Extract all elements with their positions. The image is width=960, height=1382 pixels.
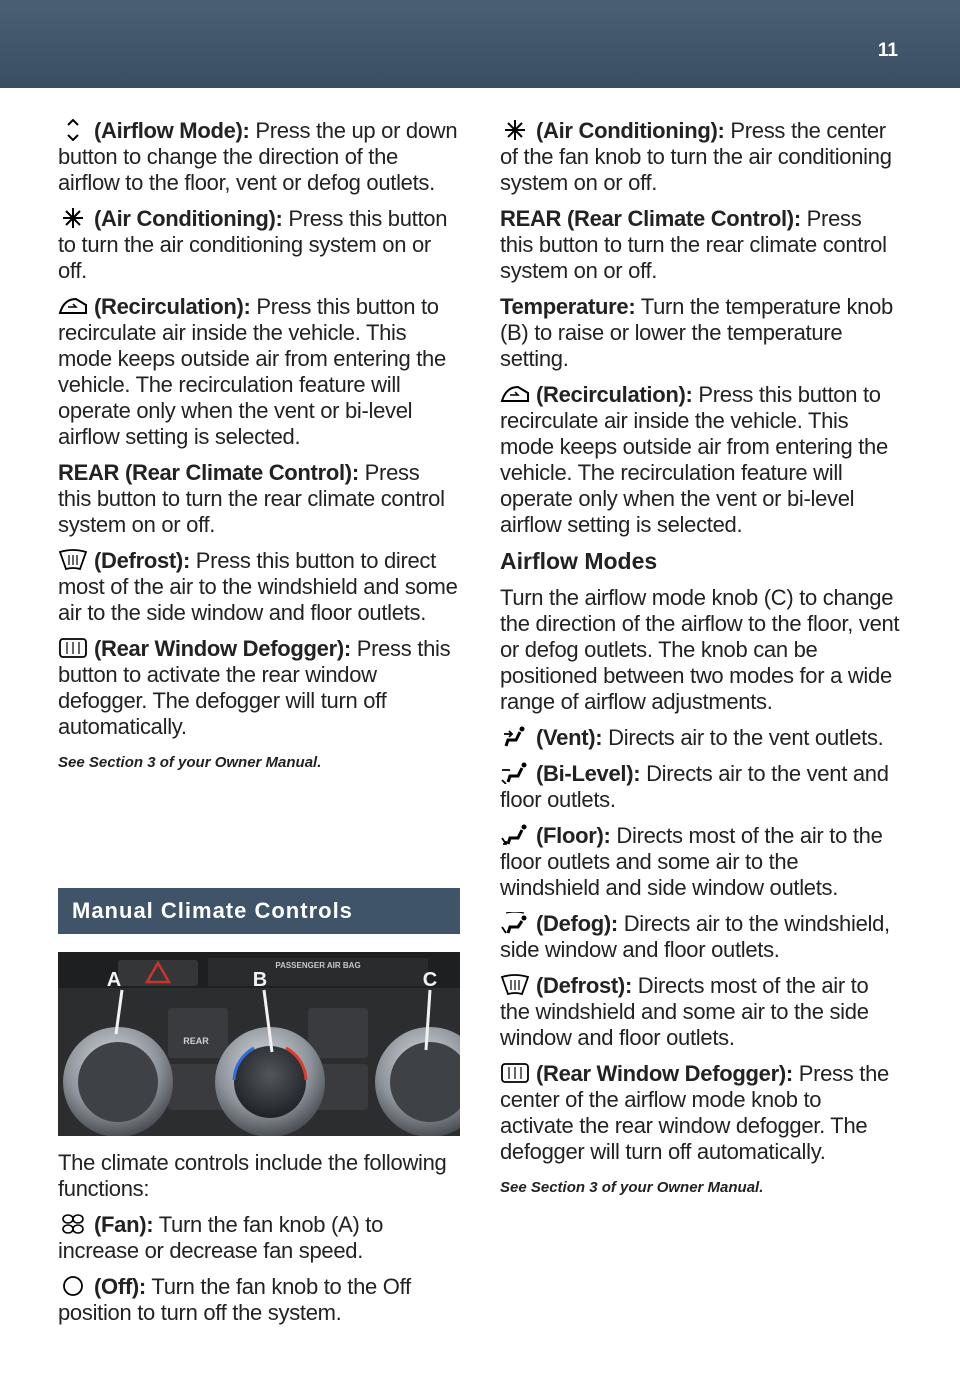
intro-paragraph: The climate controls include the following functions: [58,1150,447,1201]
label-b: B [252,969,268,991]
recirculation-icon [500,383,530,405]
owner-manual-note: See Section 3 of your Owner Manual. [500,1179,764,1196]
defog-paragraph: (Defog): Directs air to the windshield, side window and floor outlets. [500,911,890,962]
rear-climate-paragraph: REAR (Rear Climate Control): Press this button to turn the rear climate control system on or off. [500,206,887,283]
rear-defogger-icon [500,1062,530,1084]
defrost-paragraph: (Defrost): Directs most of the air to the windshield and some air to the side window and floor outlets. [500,973,869,1050]
off-icon [58,1275,88,1297]
fan-paragraph: (Fan): Turn the fan knob (A) to increase or decrease fan speed. [58,1212,384,1263]
air-conditioning-icon [500,119,530,141]
fan-icon [58,1213,88,1235]
bi-level-paragraph: (Bi-Level): Directs air to the vent and floor outlets. [500,761,889,812]
owner-manual-note: See Section 3 of your Owner Manual. [58,754,322,771]
airbag-label: PASSENGER AIR BAG [275,961,361,970]
vent-icon [500,726,530,748]
rear-defogger-paragraph: (Rear Window Defogger): Press this button to activate the rear window defogger. The defogger will turn off automatically. [58,636,451,739]
label-c: C [422,969,438,991]
airflow-mode-paragraph: (Airflow Mode): Press the up or down button to change the direction of the airflow to the floor, vent or defog outlets. [58,118,458,195]
recirculation-paragraph: (Recirculation): Press this button to recirculate air inside the vehicle. This mode keeps outside air from entering the vehicle. The recirculation feature will operate only when the vent or bi-level airflow setting is selected. [500,382,888,537]
rear-defogger-icon [58,637,88,659]
recirculation-paragraph: (Recirculation): Press this button to recirculate air inside the vehicle. This mode keeps outside air from entering the vehicle. The recirculation feature will operate only when the vent or bi-level airflow setting is selected. [58,294,446,449]
rear-climate-paragraph: REAR (Rear Climate Control): Press this button to turn the rear climate control system on or off. [58,460,445,537]
rear-button-label: REAR [183,1036,209,1046]
air-conditioning-icon [58,207,88,229]
recirculation-icon [58,295,88,317]
airflow-intro-paragraph: Turn the airflow mode knob (C) to change the direction of the airflow to the floor, vent or defog outlets. The knob can be positioned between two modes for a wide range of airflow adjustments. [500,585,900,714]
defog-icon [500,912,530,934]
label-a: A [106,969,122,991]
right-column [500,118,900,1196]
airflow-mode-icon [58,119,88,141]
temperature-paragraph: Temperature: Turn the temperature knob (B) to raise or lower the temperature setting. [500,294,893,371]
page-header [0,0,960,88]
off-paragraph: (Off): Turn the fan knob to the Off position to turn off the system. [58,1274,411,1325]
air-conditioning-paragraph: (Air Conditioning): Press this button to turn the air conditioning system on or off. [58,206,448,283]
rear-defogger-paragraph: (Rear Window Defogger): Press the center of the airflow mode knob to activate the rear window defogger. The defogger will turn off automatically. [500,1061,889,1164]
left-column [58,118,458,771]
defrost-icon [58,549,88,571]
floor-icon [500,824,530,846]
airflow-modes-heading: Airflow Modes [500,548,658,574]
air-conditioning-center-paragraph: (Air Conditioning): Press the center of the fan knob to turn the air conditioning system on or off. [500,118,892,195]
defrost-paragraph: (Defrost): Press this button to direct most of the air to the windshield and some air to the side window and floor outlets. [58,548,458,625]
lower-left-column [58,1150,458,1336]
section-banner: Manual Climate Controls [58,888,460,934]
defrost-icon [500,974,530,996]
floor-paragraph: (Floor): Directs most of the air to the floor outlets and some air to the windshield and side window outlets. [500,823,883,900]
bi-level-icon [500,762,530,784]
page-number: 11 [877,40,898,61]
vent-paragraph: (Vent): Directs air to the vent outlets. [500,725,900,751]
climate-control-photo [58,952,460,1136]
